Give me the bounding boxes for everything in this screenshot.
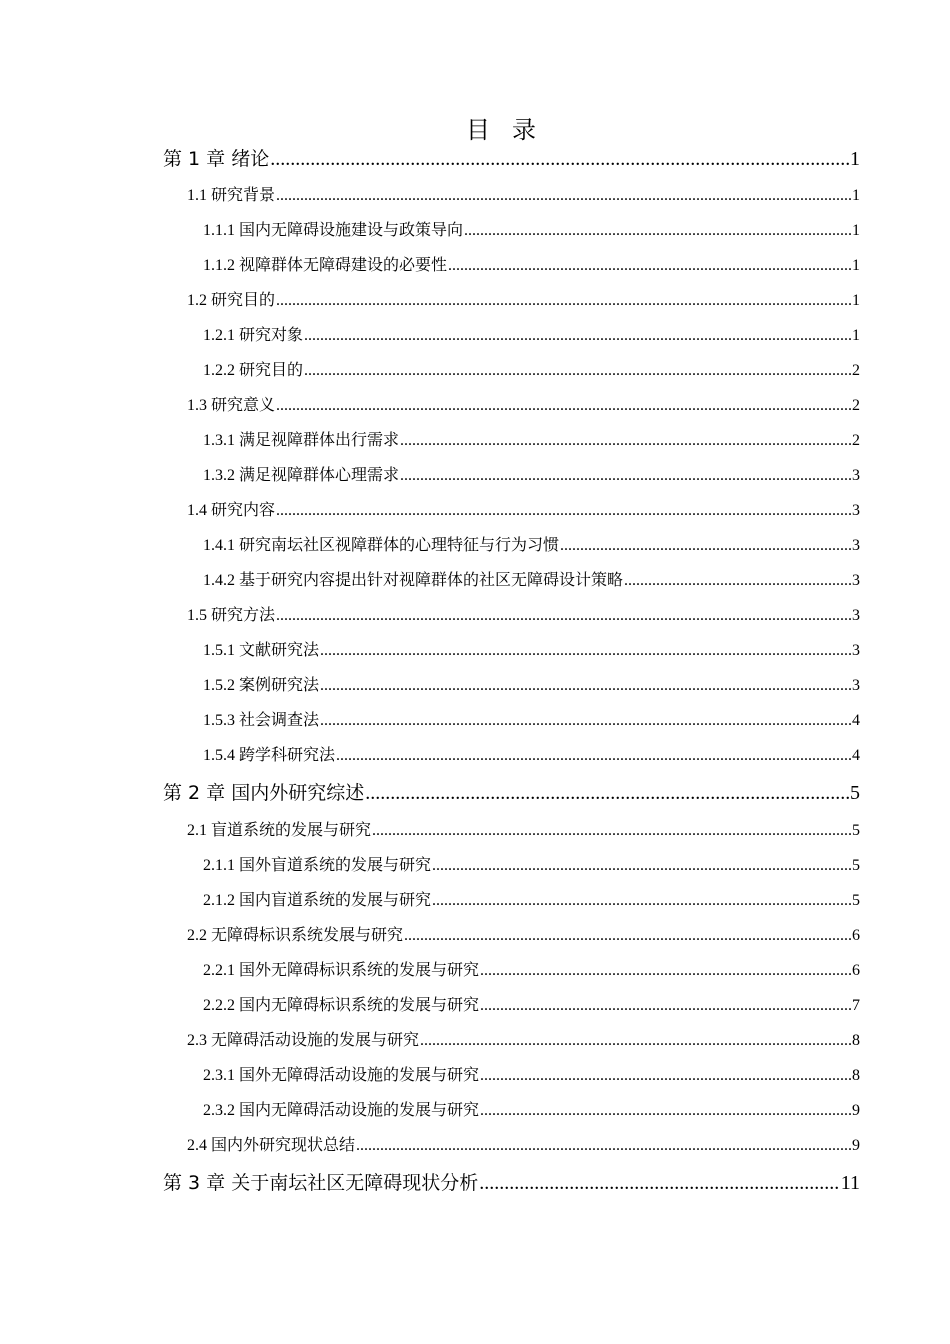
- toc-entry-1-1-2[interactable]: [203, 255, 860, 277]
- toc-entry-1-1-1[interactable]: [203, 220, 860, 242]
- toc-entry-page: 3: [852, 502, 860, 519]
- toc-entry-page: 5: [850, 782, 860, 804]
- toc-entry-label: 第 3 章 关于南坛社区无障碍现状分析: [163, 1172, 479, 1194]
- dot-leader: [320, 640, 851, 662]
- toc-entry-page: 6: [852, 927, 860, 944]
- toc-entry-1-5-2[interactable]: [203, 675, 860, 697]
- toc-entry-label: 2.3 无障碍活动设施的发展与研究: [187, 1032, 420, 1049]
- toc-entry-page: 2: [852, 432, 860, 449]
- toc-entry-1-2-2[interactable]: [203, 360, 860, 382]
- toc-entry-page: 9: [852, 1137, 860, 1154]
- dot-leader: [560, 535, 851, 557]
- toc-entry-1-4-2[interactable]: [203, 570, 860, 592]
- toc-entry-2-2-1[interactable]: [203, 960, 860, 982]
- toc-entry-1-2[interactable]: [187, 290, 860, 312]
- toc-entry-page: 1: [852, 222, 860, 239]
- toc-entry-label: 2.1.2 国内盲道系统的发展与研究: [203, 892, 432, 909]
- toc-entry-label: 1.3 研究意义: [187, 397, 276, 414]
- toc-entry-label: 1.5.4 跨学科研究法: [203, 747, 336, 764]
- toc-entry-page: 1: [852, 187, 860, 204]
- toc-entry-page: 4: [852, 747, 860, 764]
- dot-leader: [404, 925, 851, 947]
- toc-entry-page: 3: [852, 467, 860, 484]
- toc-entry-2-3[interactable]: [187, 1030, 860, 1052]
- toc-entry-1-4-1[interactable]: [203, 535, 860, 557]
- toc-entry-2-1-2[interactable]: [203, 890, 860, 912]
- toc-entry-label: 2.2 无障碍标识系统发展与研究: [187, 927, 404, 944]
- toc-entry-page: 9: [852, 1102, 860, 1119]
- dot-leader: [400, 465, 851, 487]
- toc-entry-label: 2.4 国内外研究现状总结: [187, 1137, 356, 1154]
- toc-entry-label: 1.5.1 文献研究法: [203, 642, 320, 659]
- toc-entry-page: 7: [852, 997, 860, 1014]
- toc-entry-page: 3: [852, 537, 860, 554]
- toc-entry-label: 2.3.2 国内无障碍活动设施的发展与研究: [203, 1102, 480, 1119]
- toc-entry-label: 1.1 研究背景: [187, 187, 276, 204]
- dot-leader: [276, 185, 851, 207]
- toc-entry-label: 1.3.2 满足视障群体心理需求: [203, 467, 400, 484]
- dot-leader: [480, 1065, 851, 1087]
- dot-leader: [480, 960, 851, 982]
- toc-entry-page: 8: [852, 1067, 860, 1084]
- toc-entry-label: 1.4.1 研究南坛社区视障群体的心理特征与行为习惯: [203, 537, 560, 554]
- toc-entry-label: 1.3.1 满足视障群体出行需求: [203, 432, 400, 449]
- toc-entry-page: 3: [852, 642, 860, 659]
- toc-entry-label: 第 2 章 国内外研究综述: [163, 782, 365, 804]
- dot-leader: [448, 255, 851, 277]
- toc-entry-page: 1: [852, 292, 860, 309]
- dot-leader: [365, 779, 849, 807]
- dot-leader: [304, 360, 851, 382]
- toc-entry-page: 3: [852, 572, 860, 589]
- toc-entry-page: 5: [852, 822, 860, 839]
- toc-entry-label: 1.1.1 国内无障碍设施建设与政策导向: [203, 222, 464, 239]
- dot-leader: [276, 500, 851, 522]
- toc-entry-page: 2: [852, 362, 860, 379]
- toc-entry-1-2-1[interactable]: [203, 325, 860, 347]
- toc-entry-2-4[interactable]: [187, 1135, 860, 1157]
- dot-leader: [432, 890, 851, 912]
- toc-entry-1-3-2[interactable]: [203, 465, 860, 487]
- toc-entry-page: 2: [852, 397, 860, 414]
- toc-entry-1-5-4[interactable]: [203, 745, 860, 767]
- toc-entry-label: 1.4.2 基于研究内容提出针对视障群体的社区无障碍设计策略: [203, 572, 624, 589]
- toc-entry-label: 2.3.1 国外无障碍活动设施的发展与研究: [203, 1067, 480, 1084]
- toc-entry-1-4[interactable]: [187, 500, 860, 522]
- toc-entry-label: 1.5.2 案例研究法: [203, 677, 320, 694]
- toc-entry-label: 1.5.3 社会调查法: [203, 712, 320, 729]
- toc-entry-label: 1.2 研究目的: [187, 292, 276, 309]
- toc-entry-2-2-2[interactable]: [203, 995, 860, 1017]
- toc-entry-2-3-2[interactable]: [203, 1100, 860, 1122]
- toc-entry-label: 1.1.2 视障群体无障碍建设的必要性: [203, 257, 448, 274]
- toc-entry-1-5-1[interactable]: [203, 640, 860, 662]
- dot-leader: [464, 220, 851, 242]
- toc-entry-page: 5: [852, 857, 860, 874]
- dot-leader: [420, 1030, 851, 1052]
- dot-leader: [276, 290, 851, 312]
- toc-title: 目录: [466, 116, 558, 144]
- dot-leader: [276, 395, 851, 417]
- toc-entry-page: 5: [852, 892, 860, 909]
- dot-leader: [336, 745, 851, 767]
- toc-entry-2-3-1[interactable]: [203, 1065, 860, 1087]
- toc-entry-page: 6: [852, 962, 860, 979]
- toc-entry-page: 3: [852, 677, 860, 694]
- toc-entry-1-3[interactable]: [187, 395, 860, 417]
- toc-entry-2-1-1[interactable]: [203, 855, 860, 877]
- toc-entry-chapter-1[interactable]: [163, 145, 860, 173]
- toc-entry-label: 1.2.1 研究对象: [203, 327, 304, 344]
- toc-entry-page: 8: [852, 1032, 860, 1049]
- toc-entry-1-5[interactable]: [187, 605, 860, 627]
- dot-leader: [320, 710, 851, 732]
- toc-entry-label: 1.5 研究方法: [187, 607, 276, 624]
- toc-entry-label: 2.2.1 国外无障碍标识系统的发展与研究: [203, 962, 480, 979]
- dot-leader: [400, 430, 851, 452]
- toc-entry-1-5-3[interactable]: [203, 710, 860, 732]
- dot-leader: [480, 995, 851, 1017]
- toc-entry-page: 3: [852, 607, 860, 624]
- dot-leader: [304, 325, 851, 347]
- toc-entry-page: 1: [850, 148, 860, 170]
- toc-entry-page: 1: [852, 327, 860, 344]
- dot-leader: [276, 605, 851, 627]
- toc-entry-chapter-2[interactable]: [163, 779, 860, 807]
- toc-entry-2-1[interactable]: [187, 820, 860, 842]
- toc-entry-label: 第 1 章 绪论: [163, 148, 270, 170]
- toc-entry-label: 2.2.2 国内无障碍标识系统的发展与研究: [203, 997, 480, 1014]
- toc-entry-2-2[interactable]: [187, 925, 860, 947]
- toc-entry-label: 1.4 研究内容: [187, 502, 276, 519]
- dot-leader: [320, 675, 851, 697]
- dot-leader: [432, 855, 851, 877]
- dot-leader: [479, 1169, 840, 1197]
- toc-entry-1-3-1[interactable]: [203, 430, 860, 452]
- toc-entry-page: 4: [852, 712, 860, 729]
- toc-entry-label: 1.2.2 研究目的: [203, 362, 304, 379]
- dot-leader: [270, 145, 849, 173]
- toc-entry-label: 2.1.1 国外盲道系统的发展与研究: [203, 857, 432, 874]
- dot-leader: [624, 570, 851, 592]
- toc-entry-label: 2.1 盲道系统的发展与研究: [187, 822, 372, 839]
- dot-leader: [480, 1100, 851, 1122]
- dot-leader: [356, 1135, 851, 1157]
- dot-leader: [372, 820, 851, 842]
- toc-entry-chapter-3[interactable]: [163, 1169, 860, 1197]
- toc-entry-1-1[interactable]: [187, 185, 860, 207]
- toc-entry-page: 11: [840, 1172, 860, 1194]
- toc-entry-page: 1: [852, 257, 860, 274]
